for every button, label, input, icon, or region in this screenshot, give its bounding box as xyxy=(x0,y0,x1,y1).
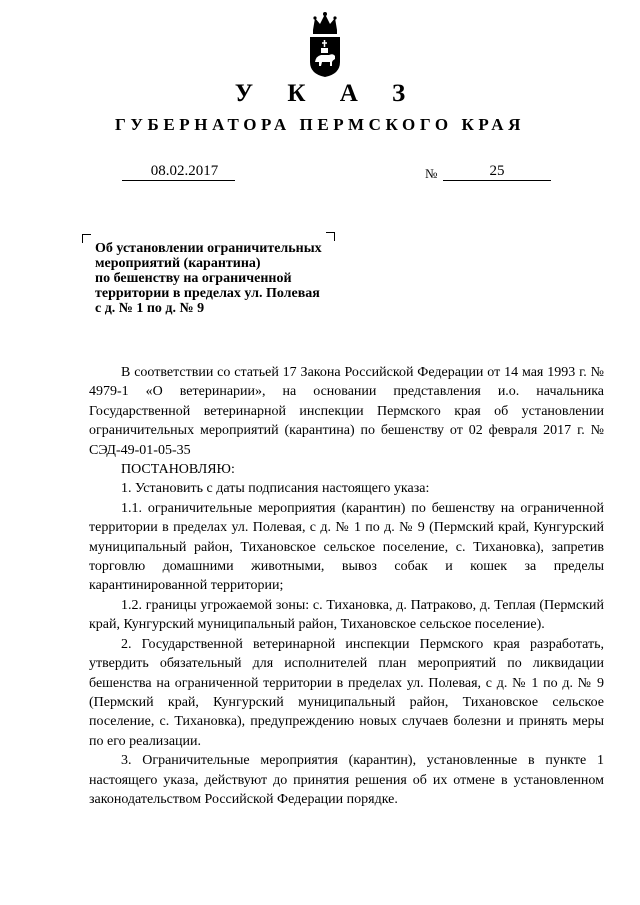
item-3: 3. Ограничительные мероприятия (карантин), установленные в пункте 1 настоящего указа, действуют до принятия решения об их отмене в установленном законодательством Российской Федерации порядке. xyxy=(89,753,604,807)
subject-bracket-left xyxy=(82,234,91,243)
document-issuer: ГУБЕРНАТОРА ПЕРМСКОГО КРАЯ xyxy=(115,115,525,134)
subject-line: Об установлении ограничительных xyxy=(95,241,322,256)
number-label: № xyxy=(425,166,438,181)
document-body xyxy=(89,363,604,809)
subject-line: по бешенству на ограниченной xyxy=(95,271,292,286)
preamble-paragraph: В соответствии со статьей 17 Закона Российской Федерации от 14 мая 1993 г. № 4979-1 «О ветеринарии», на основании представления и.о. начальника Государственной ветеринарной инспекции Пермского края об установлении ограничительных мероприятий (карантина) по бешенству от 02 февраля 2017 г. № СЭД-49-01-05-35 xyxy=(89,365,604,458)
item-1-1: 1.1. ограничительные мероприятия (карантин) по бешенству на ограниченной территории в пределах ул. Полевая, с д. № 1 по д. № 9 (Пермский край, Кунгурский муниципальный район, Тихановское сельское поселение, с. Тихановка), запретив торговлю домашними животными, вывоз собак и кошек за пределы карантинированной территории; xyxy=(89,500,604,594)
subject-bracket-right xyxy=(326,232,335,241)
subject-line: территории в пределах ул. Полевая xyxy=(95,286,320,301)
document-number: 25 xyxy=(443,162,551,181)
document-date: 08.02.2017 xyxy=(122,162,235,181)
decree-word: ПОСТАНОВЛЯЮ: xyxy=(121,462,235,478)
item-2: 2. Государственной ветеринарной инспекции Пермского края разработать, утвердить обязательный для исполнителей план мероприятий по ликвидации бешенства на ограниченной территории в пределах ул. Полевая, с д. № 1 по д. № 9 (Пермский край, Кунгурский муниципальный район, Тихановское сельское поселение, с. Тихановка), предупреждению новых случаев болезни и принять меры по его реализации. xyxy=(89,636,604,749)
document-title: У К А З xyxy=(234,80,420,107)
document-subject xyxy=(95,241,345,316)
item-1-2: 1.2. границы угрожаемой зоны: с. Тихановка, д. Патраково, д. Теплая (Пермский край, Кунгурский муниципальный район, Тихановское сельское поселение). xyxy=(89,597,604,633)
subject-line: с д. № 1 по д. № 9 xyxy=(95,301,205,316)
subject-line: мероприятий (карантина) xyxy=(95,256,261,271)
perm-krai-coat-of-arms-icon xyxy=(305,10,345,78)
item-1: 1. Установить с даты подписания настоящего указа: xyxy=(121,481,430,497)
